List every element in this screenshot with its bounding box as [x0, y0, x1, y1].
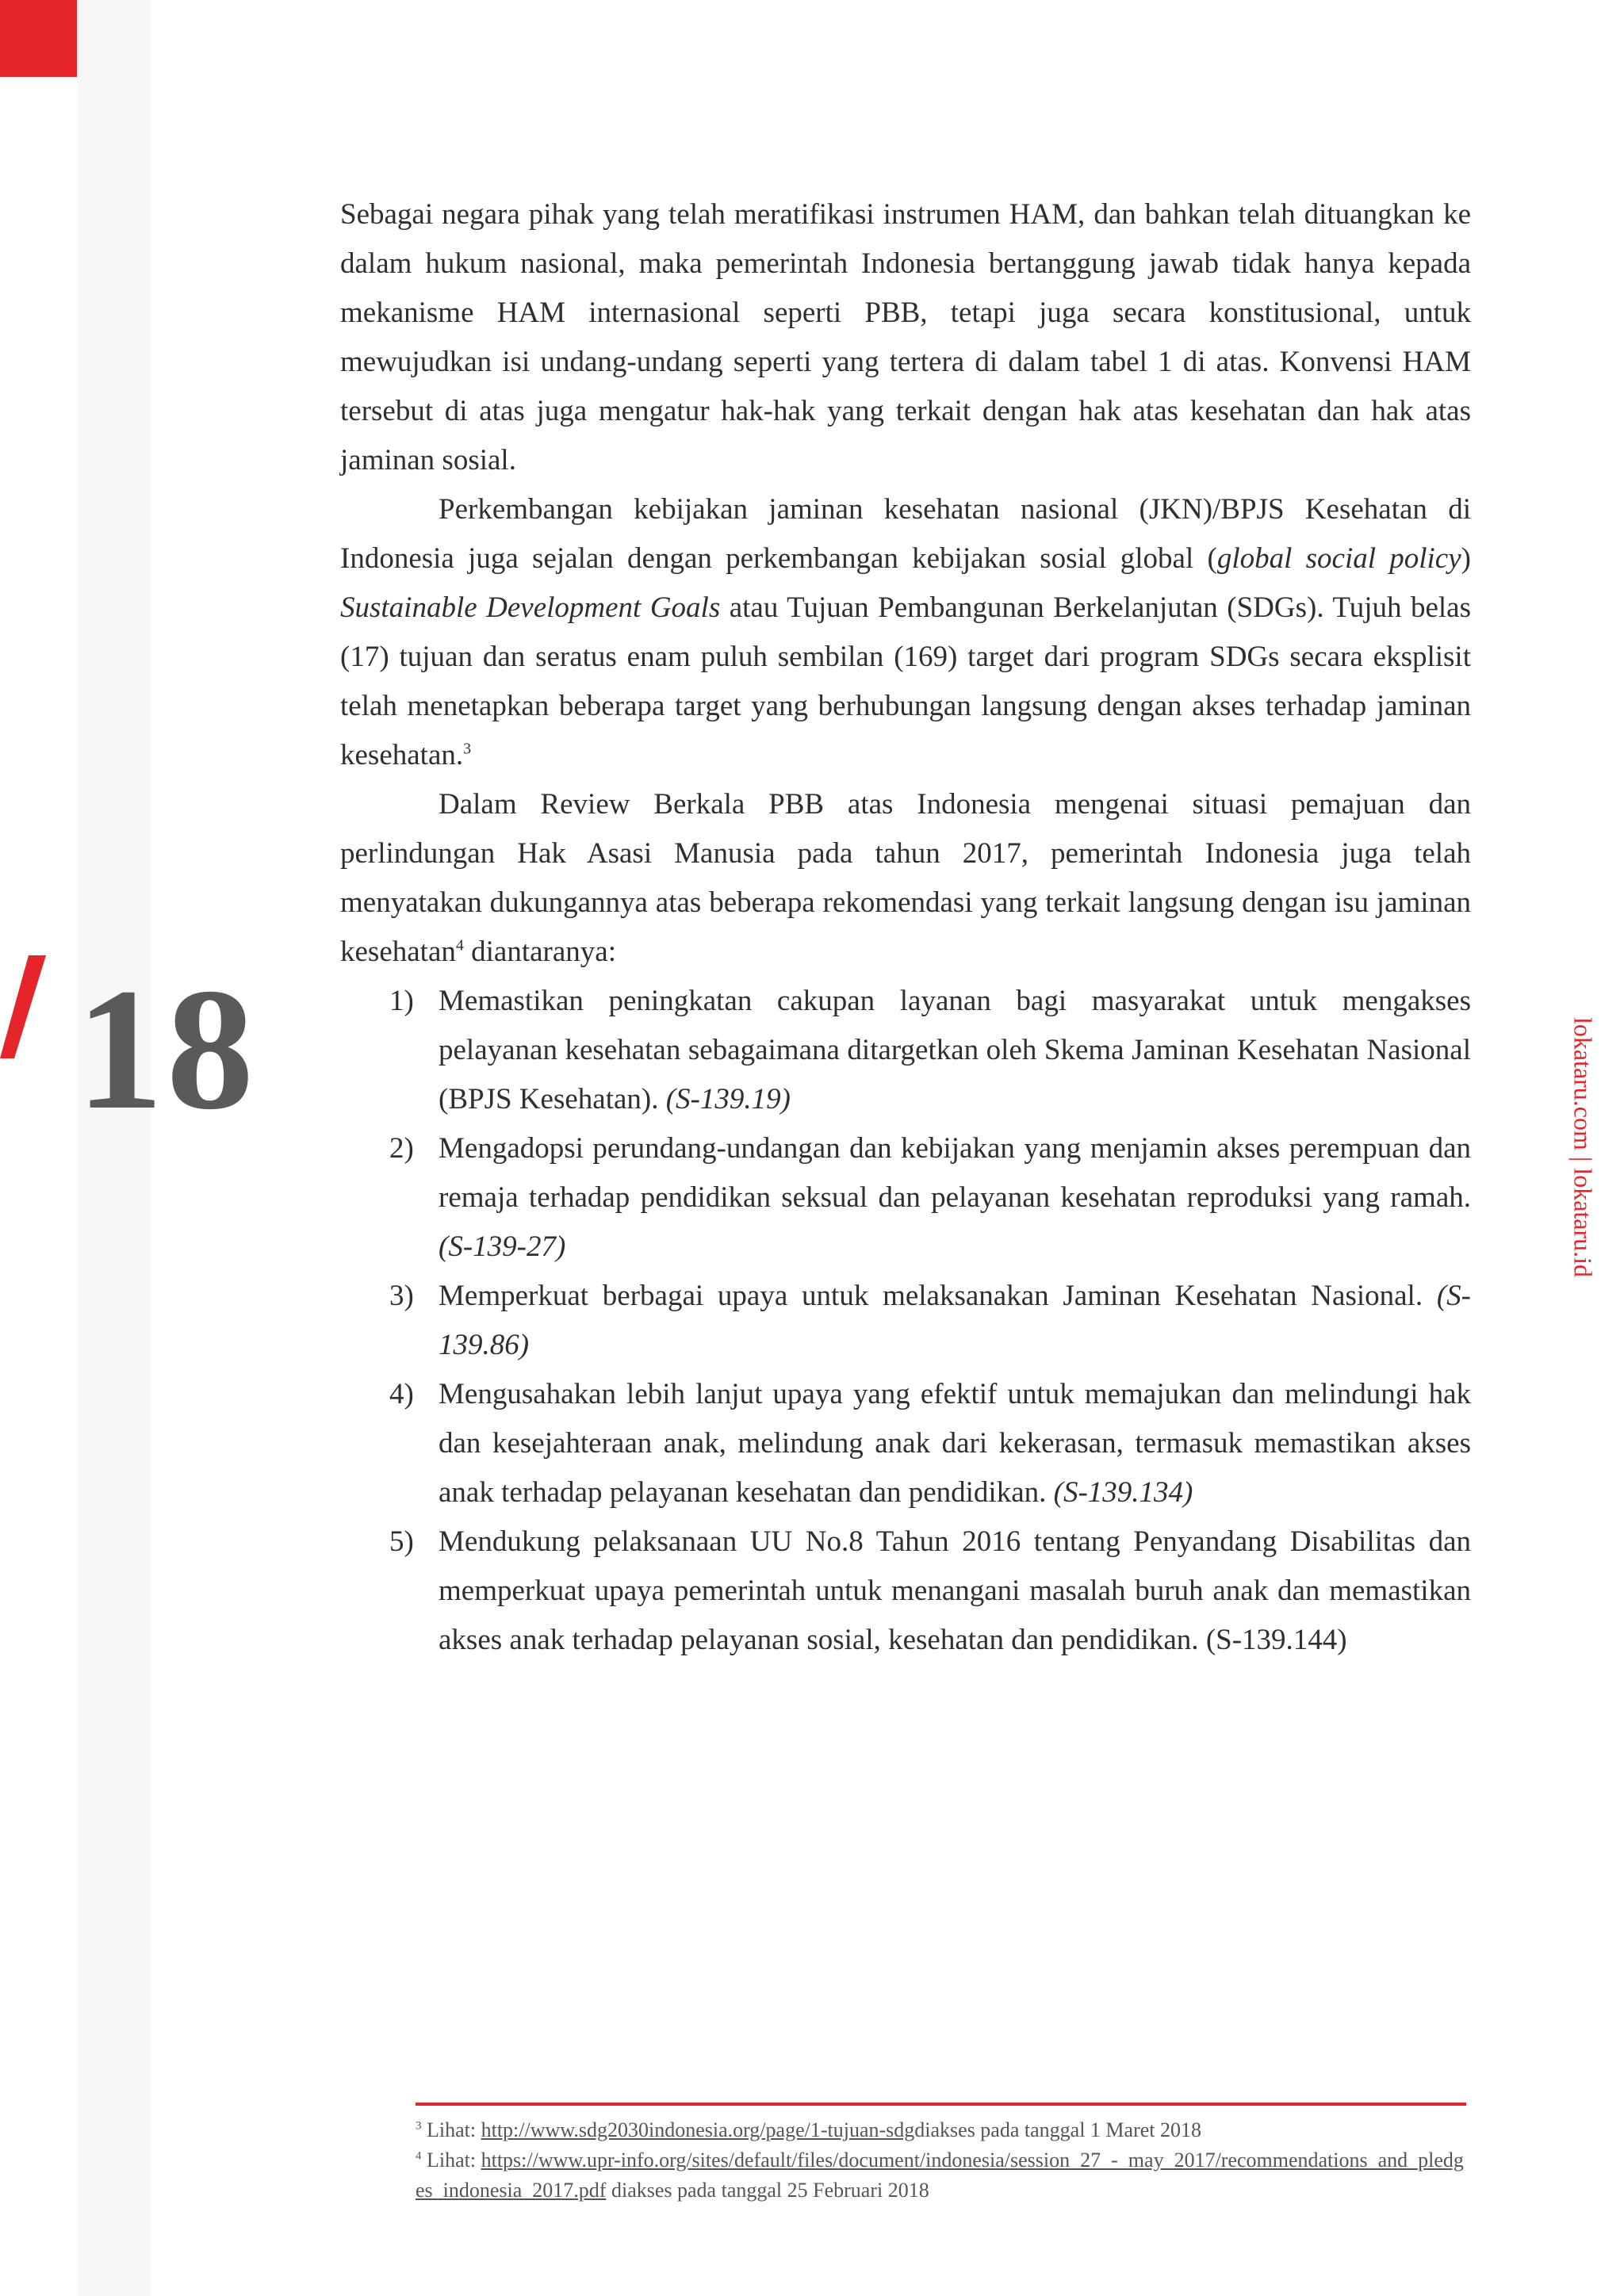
main-body [340, 190, 1471, 1665]
paragraph-2-text-e: atau Tujuan Pembangunan Berkelanjutan (SDGs). Tujuh belas (17) tujuan dan seratus enam puluh sembilan (169) target dari program SDGs secara eksplisit telah menetapkan beberapa target yang berhubungan langsung dengan akses terhadap jaminan kesehatan. [340, 591, 1472, 771]
paragraph-3-text-b: diantaranya: [463, 936, 616, 968]
paragraph-2-text-a: Perkembangan kebijakan jaminan kesehatan nasional (JKN)/BPJS Kesehatan di Indonesia juga sejalan dengan perkembangan kebijakan sosial global ( [340, 493, 1471, 575]
footnote-3 [416, 2115, 1466, 2145]
list-item-text: Mendukung pelaksanaan UU No.8 Tahun 2016 tentang Penyandang Disabilitas dan memperkuat upaya pemerintah untuk menangani masalah buruh anak dan memastikan akses anak terhadap pelayanan sosial, kesehatan dan pendidikan. [439, 1525, 1471, 1656]
side-website-text: lokataru.com | lokataru.id [1568, 1016, 1598, 1278]
recommendation-list [340, 977, 1471, 1665]
footnote-prefix: Lihat: [421, 2149, 481, 2172]
list-item [340, 1517, 1471, 1665]
footnote-marker: 4 [416, 2149, 422, 2163]
footnote-link[interactable]: http://www.sdg2030indonesia.org/page/1-tujuan-sdg [481, 2118, 915, 2141]
list-item-code: (S-139.144) [1205, 1624, 1347, 1656]
side-website-label[interactable] [1567, 988, 1599, 1307]
footnote-link[interactable]: https://www.upr-info.org/sites/default/files/document/indonesia/session_27_-_may_2017/recommendations_and_pledges_indonesia_2017.pdf [416, 2149, 1464, 2202]
footnote-divider [416, 2103, 1466, 2106]
corner-accent-block [0, 0, 77, 77]
list-item-number: 3) [389, 1280, 414, 1312]
footnote-4 [416, 2145, 1466, 2206]
footnote-suffix: diakses pada tanggal 1 Maret 2018 [914, 2118, 1201, 2141]
paragraph-2 [340, 485, 1471, 780]
footnote-prefix: Lihat: [421, 2118, 481, 2141]
list-item-text: Mengusahakan lebih lanjut upaya yang efektif untuk memajukan dan melindungi hak dan kesejahteraan anak, melindung anak dari kekerasan, termasuk memastikan akses anak terhadap pelayanan kesehatan dan pendidikan. [439, 1378, 1471, 1509]
paragraph-2-italic-sdg: Sustainable Development Goals [340, 591, 721, 624]
list-item [340, 1370, 1471, 1517]
list-item-text: Mengadopsi perundang-undangan dan kebijakan yang menjamin akses perempuan dan remaja terhadap pendidikan seksual dan pelayanan kesehatan reproduksi yang ramah. [439, 1132, 1471, 1214]
footnote-ref-4[interactable]: 4 [455, 936, 464, 955]
list-item-code: (S-139-27) [439, 1230, 566, 1263]
page-number: 18 [76, 952, 257, 1146]
page-number-slash [0, 955, 56, 1058]
list-item-text: Memperkuat berbagai upaya untuk melaksanakan Jaminan Kesehatan Nasional. [439, 1280, 1437, 1312]
footnote-marker: 3 [416, 2119, 422, 2133]
list-item-number: 1) [389, 985, 414, 1017]
paragraph-3 [340, 780, 1471, 977]
footnote-suffix: diakses pada tanggal 25 Februari 2018 [606, 2179, 929, 2202]
footnotes [416, 2115, 1466, 2206]
paragraph-2-text-c: ) [1461, 542, 1471, 575]
list-item [340, 977, 1471, 1124]
paragraph-1: Sebagai negara pihak yang telah meratifikasi instrumen HAM, dan bahkan telah dituangkan ke dalam hukum nasional, maka pemerintah Indonesia bertanggung jawab tidak hanya kepada mekanisme HAM internasional seperti PBB, tetapi juga secara konstitusional, untuk mewujudkan isi undang-undang seperti yang tertera di dalam tabel 1 di atas. Konvensi HAM tersebut di atas juga mengatur hak-hak yang terkait dengan hak atas kesehatan dan hak atas jaminan sosial. [340, 198, 1471, 476]
paragraph-2-italic-term: global social policy [1216, 542, 1461, 575]
list-item-code: (S-139.134) [1053, 1476, 1193, 1509]
footnote-ref-3[interactable]: 3 [463, 740, 472, 758]
margin-band [77, 0, 151, 2296]
list-item-number: 2) [389, 1132, 414, 1165]
paragraph-3-text-a: Dalam Review Berkala PBB atas Indonesia mengenai situasi pemajuan dan perlindungan Hak Asasi Manusia pada tahun 2017, pemerintah Indonesia juga telah menyatakan dukungannya atas beberapa rekomendasi yang terkait langsung dengan isu jaminan kesehatan [340, 788, 1471, 968]
list-item-text: Memastikan peningkatan cakupan layanan bagi masyarakat untuk mengakses pelayanan kesehatan sebagaimana ditargetkan oleh Skema Jaminan Kesehatan Nasional (BPJS Kesehatan). [439, 985, 1471, 1115]
list-item-code: (S-139.86) [439, 1280, 1471, 1361]
list-item-number: 4) [389, 1378, 414, 1410]
list-item [340, 1124, 1471, 1272]
list-item-number: 5) [389, 1525, 414, 1558]
list-item [340, 1272, 1471, 1370]
list-item-code: (S-139.19) [665, 1083, 791, 1115]
